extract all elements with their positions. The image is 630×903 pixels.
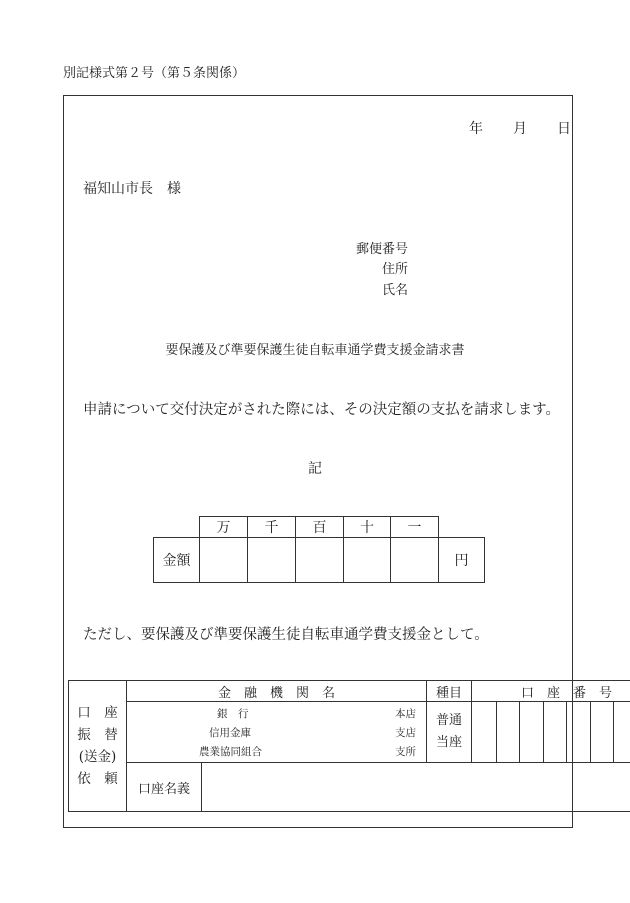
digit-header-ichi: 一 <box>391 517 439 538</box>
digit-header-hyaku: 百 <box>296 517 344 538</box>
account-number-header: 口 座 番 号 <box>472 681 630 702</box>
amount-cell-ichi[interactable] <box>391 538 439 583</box>
inst-type-ja: 農業協同組合 <box>199 746 262 758</box>
digit-header-juu: 十 <box>344 517 391 538</box>
branch-type-shisho: 支所 <box>395 746 417 758</box>
account-digit-1[interactable] <box>497 702 520 763</box>
document-title: 要保護及び準要保護生徒自転車通学費支援金請求書 <box>165 343 465 358</box>
amount-cell-juu[interactable] <box>344 538 391 583</box>
proviso-text: ただし、要保護及び準要保護生徒自転車通学費支援金として。 <box>83 627 489 643</box>
bank-transfer-table <box>68 680 630 812</box>
form-caption: 別記様式第２号（第５条関係） <box>63 66 246 81</box>
bank-side-label <box>69 681 127 812</box>
side-label-line-2: 振 替 <box>77 727 118 743</box>
digit-header-sen: 千 <box>248 517 296 538</box>
amount-unit: 円 <box>439 538 485 583</box>
addressee: 福知山市長 様 <box>83 181 181 197</box>
ki-label: 記 <box>308 461 322 477</box>
amount-unit-blank <box>439 517 485 538</box>
amount-table <box>153 516 485 583</box>
inst-type-shinkin: 信用金庫 <box>209 727 251 739</box>
amount-corner-blank <box>154 517 200 538</box>
side-label-line-3: (送金) <box>78 749 117 765</box>
account-digit-2[interactable] <box>520 702 544 763</box>
name-label: 氏名 <box>381 283 408 298</box>
account-holder-field[interactable] <box>202 763 630 812</box>
branch-type-shiten: 支店 <box>395 727 417 739</box>
institution-header: 金 融 機 関 名 <box>127 681 427 702</box>
date-year-label: 年 <box>469 121 483 137</box>
request-text: 申請について交付決定がされた際には、その決定額の支払を請求します。 <box>83 402 561 418</box>
account-number-spacer <box>472 702 497 763</box>
date-month-label: 月 <box>513 121 527 137</box>
account-digit-3[interactable] <box>544 702 567 763</box>
account-digit-4[interactable] <box>567 702 591 763</box>
type-header: 種目 <box>427 681 472 702</box>
address-label: 住所 <box>381 262 408 277</box>
account-digit-6[interactable] <box>614 702 630 763</box>
side-label-line-4: 依 頼 <box>77 771 118 787</box>
postal-code-label: 郵便番号 <box>355 242 408 257</box>
account-digit-5[interactable] <box>591 702 614 763</box>
amount-row-label: 金額 <box>154 538 200 583</box>
amount-cell-hyaku[interactable] <box>296 538 344 583</box>
institution-cell[interactable] <box>127 702 427 763</box>
side-label-line-1: 口 座 <box>77 705 118 721</box>
account-type-futsu: 普通 <box>436 713 463 728</box>
account-holder-label: 口座名義 <box>127 763 202 812</box>
branch-type-honten: 本店 <box>395 708 417 720</box>
digit-header-man: 万 <box>200 517 248 538</box>
amount-cell-sen[interactable] <box>248 538 296 583</box>
inst-type-bank: 銀 行 <box>217 708 249 720</box>
date-day-label: 日 <box>557 121 571 137</box>
account-type-toza: 当座 <box>436 735 463 750</box>
account-type-cell[interactable] <box>427 702 472 763</box>
amount-cell-man[interactable] <box>200 538 248 583</box>
